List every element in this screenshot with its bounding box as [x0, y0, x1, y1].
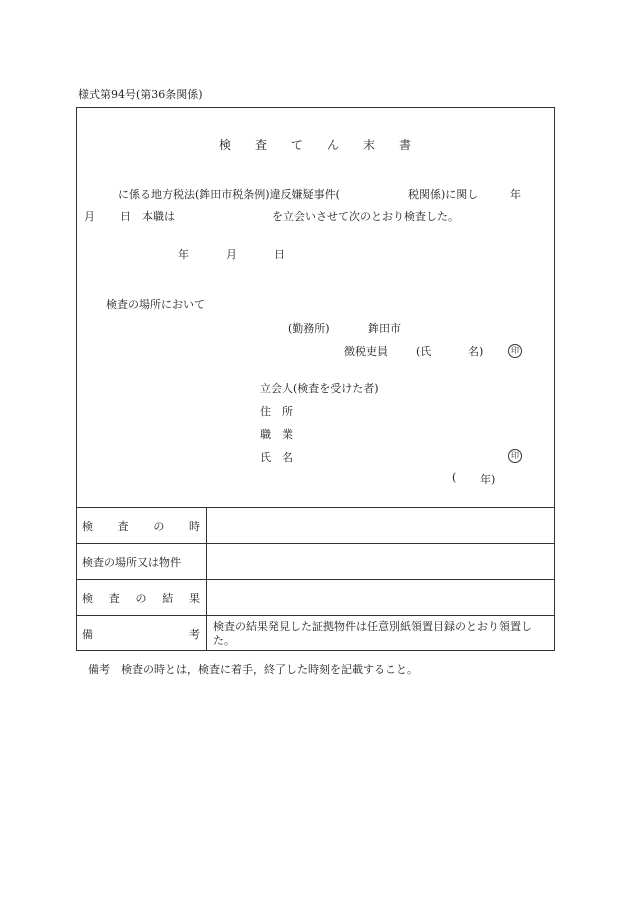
body-line1-b: 税関係)に関し	[408, 188, 479, 201]
office-label: (勤務所)	[288, 322, 330, 335]
age-close: 年)	[480, 473, 496, 486]
witness-seal	[508, 448, 522, 463]
officer-seal	[508, 343, 522, 358]
place-text: 検査の場所において	[106, 298, 205, 311]
witness-name-label: 氏 名	[260, 451, 293, 464]
date-month: 月	[226, 248, 237, 261]
title-char: て	[290, 138, 303, 152]
row-label-cell	[76, 544, 207, 579]
address-label: 住 所	[260, 405, 293, 418]
title-char: 検	[218, 138, 231, 152]
name-open: (氏	[416, 345, 432, 358]
row-label-cell	[76, 508, 207, 543]
row-label-chars: 検 査 の 時	[82, 519, 200, 533]
body-line2-month: 月	[84, 210, 95, 223]
row-label-chars: 備 考	[82, 627, 200, 641]
witness-label: 立会人(検査を受けた者)	[260, 382, 379, 395]
body-line2-text: を立会いさせて次のとおり検査した。	[272, 210, 459, 223]
footer-note: 備考 検査の時とは，検査に着手，終了した時刻を記載すること。	[88, 663, 418, 676]
title-char: 査	[254, 138, 267, 152]
body-line2-officer: 本職は	[142, 210, 175, 223]
row-label-cell	[76, 580, 207, 615]
form-number-label: 様式第94号(第36条関係)	[78, 88, 203, 101]
date-year: 年	[178, 248, 189, 261]
officer-label: 徴税吏員	[344, 345, 388, 358]
date-day: 日	[274, 248, 285, 261]
table-row-inspection-place	[76, 543, 555, 579]
row-value-cell: 検査の結果発見した証拠物件は任意別紙領置目録のとおり領置した。	[213, 620, 532, 647]
age-open: (	[452, 471, 457, 484]
occupation-label: 職 業	[260, 428, 293, 441]
table-row-inspection-time	[76, 507, 555, 543]
form-title	[0, 136, 630, 153]
title-char: 末	[363, 138, 376, 152]
table-row-inspection-result	[76, 579, 555, 615]
row-label-text: 検査の場所又は物件	[82, 555, 181, 569]
body-line1-year: 年	[510, 188, 521, 201]
office-value: 鉾田市	[368, 322, 401, 335]
row-label-chars: 検 査 の 結 果	[82, 591, 200, 605]
seal-mark: 印	[508, 449, 522, 463]
seal-mark: 印	[508, 344, 522, 358]
name-close: 名)	[468, 345, 484, 358]
row-label-cell	[76, 616, 207, 651]
body-line1-a: に係る地方税法(鉾田市税条例)違反嫌疑事件(	[118, 188, 340, 201]
table-row-remarks	[76, 615, 555, 651]
body-line2-day: 日	[120, 210, 131, 223]
title-char: ん	[327, 138, 340, 152]
title-char: 書	[399, 138, 412, 152]
